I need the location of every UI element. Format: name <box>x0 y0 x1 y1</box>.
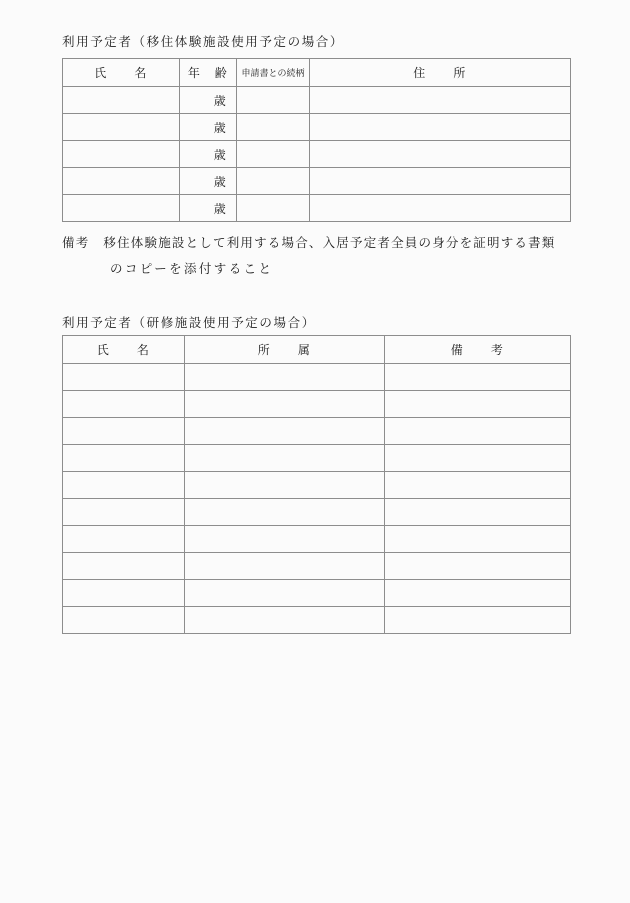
table-row <box>63 195 571 222</box>
table-row <box>63 445 571 472</box>
cell-remarks[interactable] <box>385 364 571 391</box>
note-line-one-text: 移住体験施設として利用する場合、入居予定者全員の身分を証明する書類 <box>103 236 556 250</box>
cell-name[interactable] <box>63 553 185 580</box>
cell-affiliation[interactable] <box>185 580 385 607</box>
cell-affiliation[interactable] <box>185 607 385 634</box>
column-header-remarks: 備 考 <box>385 336 571 364</box>
cell-age[interactable]: 歳 <box>180 195 237 222</box>
table-row <box>63 364 571 391</box>
training-facility-table <box>62 335 571 634</box>
section-heading-residence-experience: 利用予定者（移住体験施設使用予定の場合） <box>62 35 345 49</box>
cell-remarks[interactable] <box>385 472 571 499</box>
column-header-affiliation: 所 属 <box>185 336 385 364</box>
cell-relationship[interactable] <box>237 195 310 222</box>
cell-name[interactable] <box>63 418 185 445</box>
cell-affiliation[interactable] <box>185 391 385 418</box>
table-row <box>63 553 571 580</box>
cell-address[interactable] <box>310 141 571 168</box>
cell-remarks[interactable] <box>385 526 571 553</box>
cell-name[interactable] <box>63 526 185 553</box>
table-row <box>63 580 571 607</box>
cell-affiliation[interactable] <box>185 553 385 580</box>
cell-remarks[interactable] <box>385 445 571 472</box>
cell-remarks[interactable] <box>385 499 571 526</box>
table-row <box>63 391 571 418</box>
cell-remarks[interactable] <box>385 391 571 418</box>
cell-relationship[interactable] <box>237 141 310 168</box>
cell-remarks[interactable] <box>385 553 571 580</box>
residence-experience-table <box>62 58 571 222</box>
cell-address[interactable] <box>310 195 571 222</box>
table-row <box>63 607 571 634</box>
cell-affiliation[interactable] <box>185 472 385 499</box>
cell-name[interactable] <box>63 391 185 418</box>
cell-remarks[interactable] <box>385 580 571 607</box>
cell-name[interactable] <box>63 607 185 634</box>
note-block <box>62 230 556 282</box>
cell-affiliation[interactable] <box>185 418 385 445</box>
table-header-row <box>63 59 571 87</box>
cell-name[interactable] <box>63 168 180 195</box>
column-header-relationship: 申請書との続柄 <box>237 59 310 87</box>
column-header-name: 氏 名 <box>63 336 185 364</box>
section-heading-training-facility: 利用予定者（研修施設使用予定の場合） <box>62 316 316 330</box>
cell-age[interactable]: 歳 <box>180 114 237 141</box>
cell-name[interactable] <box>63 364 185 391</box>
cell-relationship[interactable] <box>237 114 310 141</box>
cell-affiliation[interactable] <box>185 445 385 472</box>
cell-age[interactable]: 歳 <box>180 87 237 114</box>
cell-relationship[interactable] <box>237 168 310 195</box>
note-line-one <box>62 230 556 256</box>
note-label: 備考 <box>62 236 90 250</box>
cell-name[interactable] <box>63 87 180 114</box>
table-row <box>63 472 571 499</box>
column-header-name: 氏 名 <box>63 59 180 87</box>
cell-name[interactable] <box>63 472 185 499</box>
cell-affiliation[interactable] <box>185 499 385 526</box>
note-line-two: のコピーを添付すること <box>110 262 274 276</box>
cell-address[interactable] <box>310 114 571 141</box>
cell-name[interactable] <box>63 499 185 526</box>
cell-remarks[interactable] <box>385 418 571 445</box>
table-row <box>63 418 571 445</box>
cell-affiliation[interactable] <box>185 364 385 391</box>
column-header-age: 年 齢 <box>180 59 237 87</box>
cell-name[interactable] <box>63 114 180 141</box>
cell-name[interactable] <box>63 580 185 607</box>
table-row <box>63 114 571 141</box>
table-row <box>63 141 571 168</box>
cell-age[interactable]: 歳 <box>180 141 237 168</box>
cell-name[interactable] <box>63 195 180 222</box>
cell-name[interactable] <box>63 141 180 168</box>
table-row <box>63 499 571 526</box>
cell-address[interactable] <box>310 168 571 195</box>
cell-relationship[interactable] <box>237 87 310 114</box>
cell-name[interactable] <box>63 445 185 472</box>
table-row <box>63 526 571 553</box>
column-header-address: 住 所 <box>310 59 571 87</box>
table-header-row <box>63 336 571 364</box>
cell-remarks[interactable] <box>385 607 571 634</box>
cell-affiliation[interactable] <box>185 526 385 553</box>
table-row <box>63 168 571 195</box>
cell-address[interactable] <box>310 87 571 114</box>
table-row <box>63 87 571 114</box>
cell-age[interactable]: 歳 <box>180 168 237 195</box>
